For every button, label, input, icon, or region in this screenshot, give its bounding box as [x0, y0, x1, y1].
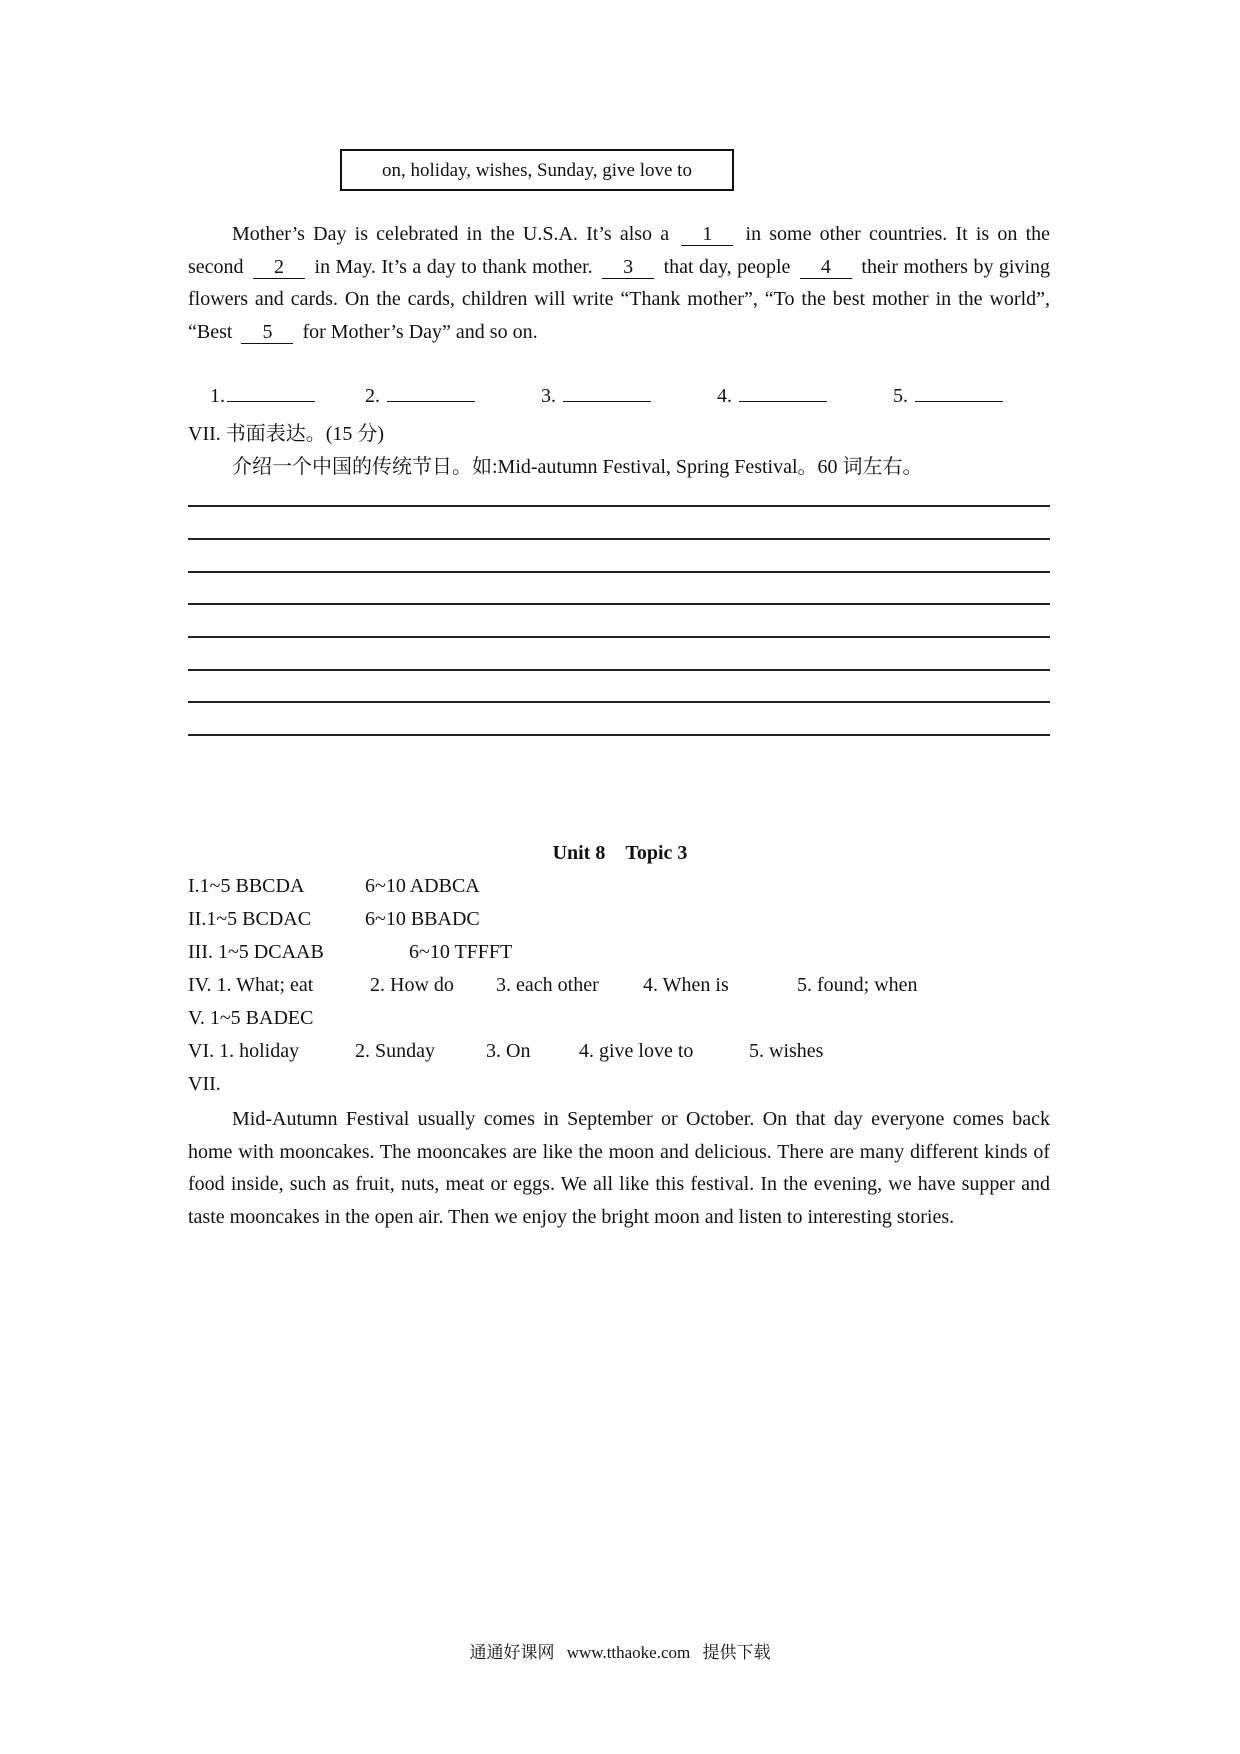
passage-blank: 2 — [253, 256, 305, 279]
passage-blank: 4 — [800, 256, 852, 279]
answer-blank-5[interactable]: 5. — [893, 383, 1003, 408]
cloze-passage — [188, 218, 1050, 348]
passage-blank: 5 — [241, 321, 293, 344]
writing-line[interactable] — [188, 636, 1050, 638]
answer-blank-1[interactable]: 1. — [210, 383, 315, 408]
writing-line[interactable] — [188, 571, 1050, 573]
answer-key-title: Unit 8 Topic 3 — [552, 842, 688, 864]
writing-line[interactable] — [188, 701, 1050, 703]
writing-line[interactable] — [188, 669, 1050, 671]
passage-text: in May. It’s a day to thank mother. — [314, 255, 593, 278]
word-bank-box: on, holiday, wishes, Sunday, give love to — [340, 149, 734, 191]
section-vii-heading: VII. 书面表达。(15 分) — [188, 423, 385, 445]
page-footer — [0, 1638, 1240, 1663]
footer-site: 通通好课网 — [469, 1643, 555, 1662]
passage-blank: 3 — [602, 256, 654, 279]
passage-text: their mothers by giving flowers and cards. On the cards, children will write “Thank mother”, “To the best mother in the world”, “Best — [188, 255, 1051, 343]
answer-blank-4[interactable]: 4. — [717, 383, 827, 408]
footer-tail: 提供下载 — [702, 1643, 771, 1662]
answer-blank-3[interactable]: 3. — [541, 383, 651, 408]
passage-text: for Mother’s Day” and so on. — [302, 320, 538, 343]
passage-text: Mother’s Day is celebrated in the U.S.A. It’s also a — [232, 223, 670, 245]
footer-url[interactable]: www.tthaoke.com — [566, 1643, 691, 1662]
writing-line[interactable] — [188, 505, 1050, 507]
passage-text: in some other countries. It is on the second — [188, 223, 1051, 278]
passage-text: that day, people — [663, 255, 791, 278]
writing-line[interactable] — [188, 603, 1050, 605]
writing-line[interactable] — [188, 734, 1050, 736]
writing-line[interactable] — [188, 538, 1050, 540]
passage-blank: 1 — [681, 223, 733, 246]
answer-blank-2[interactable]: 2. — [365, 383, 475, 408]
section-vii-instruction: 介绍一个中国的传统节日。如:Mid-autumn Festival, Spring Festival。60 词左右。 — [232, 456, 923, 478]
model-essay: Mid-Autumn Festival usually comes in September or October. On that day everyone comes back home with mooncakes. The mooncakes are like the moon and delicious. There are many different kinds of food inside, such as fruit, nuts, meat or eggs. We all like this festival. In the evening, we have supper and taste mooncakes in the open air. Then we enjoy the bright moon and listen to interesting stories. — [188, 1108, 1050, 1228]
